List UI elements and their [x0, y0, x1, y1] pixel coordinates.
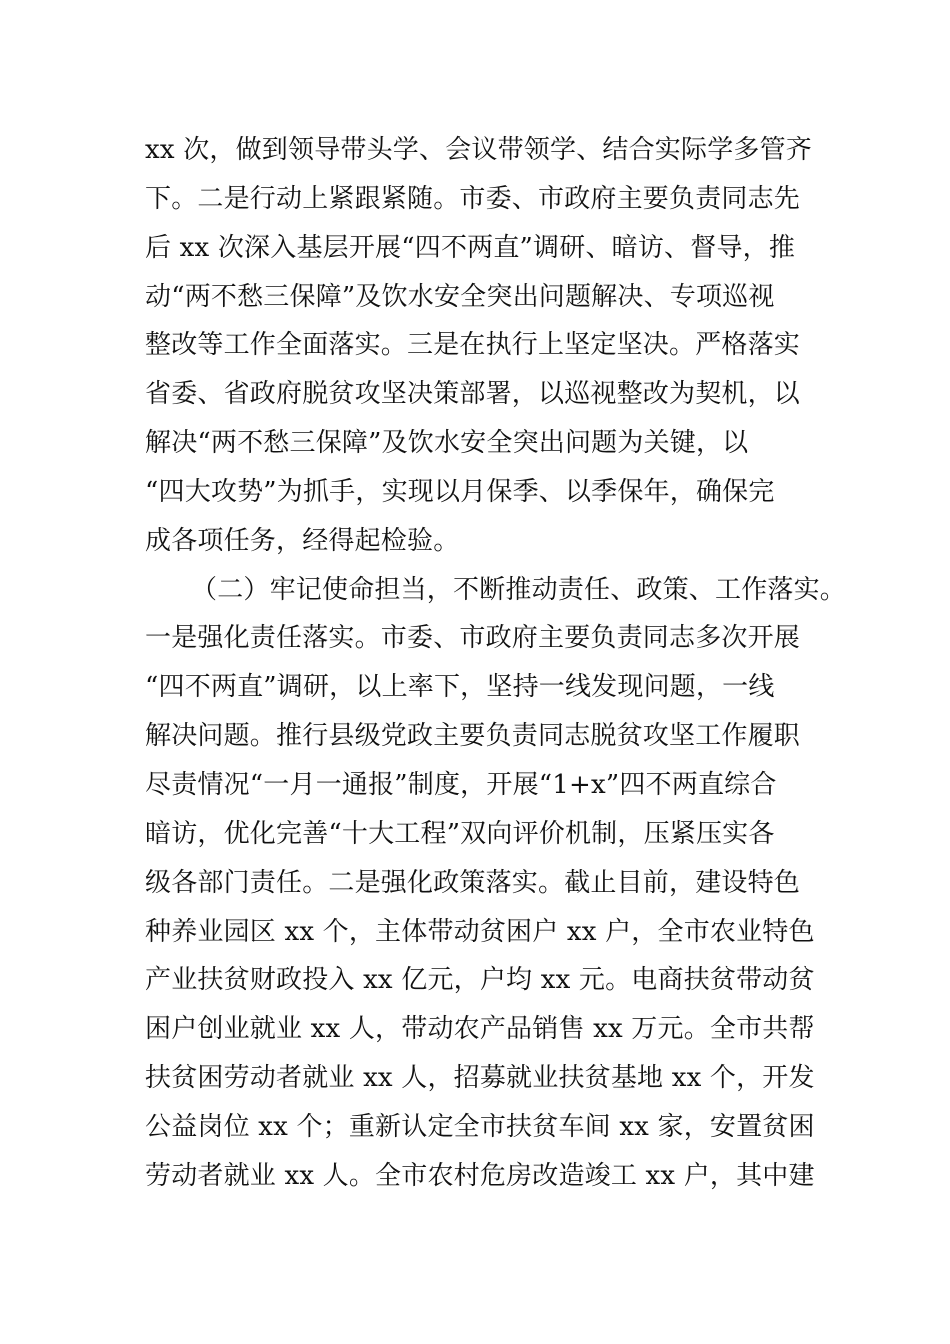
text-line: 动“两不愁三保障”及饮水安全突出问题解决、专项巡视 — [145, 281, 775, 312]
body-text — [145, 126, 847, 1201]
text-line: 级各部门责任。二是强化政策落实。截止目前，建设特色 — [145, 867, 801, 898]
text-line: xx 次，做到领导带头学、会议带领学、结合实际学多管齐 — [145, 135, 812, 165]
text-line: 尽责情况“一月一通报”制度，开展“1+x”四不两直综合 — [145, 769, 777, 800]
text-line: 省委、省政府脱贫攻坚决策部署，以巡视整改为契机，以 — [145, 379, 801, 410]
text-line: 后 xx 次深入基层开展“四不两直”调研、暗访、督导，推 — [145, 232, 796, 263]
text-line: 扶贫困劳动者就业 xx 人，招募就业扶贫基地 xx 个，开发 — [145, 1063, 815, 1094]
text-line: 困户创业就业 xx 人，带动农产品销售 xx 万元。全市共帮 — [145, 1014, 815, 1045]
text-line: 解决“两不愁三保障”及饮水安全突出问题为关键，以 — [145, 428, 749, 459]
text-line: 劳动者就业 xx 人。全市农村危房改造竣工 xx 户，其中建 — [145, 1160, 815, 1191]
text-line: 产业扶贫财政投入 xx 亿元，户均 xx 元。电商扶贫带动贫 — [145, 965, 815, 996]
text-line: 成各项任务，经得起检验。 — [145, 525, 460, 556]
section-heading-line: （二）牢记使命担当，不断推动责任、政策、工作落实。 — [191, 574, 847, 605]
text-line: 整改等工作全面落实。三是在执行上坚定坚决。严格落实 — [145, 330, 801, 361]
text-line: 暗访，优化完善“十大工程”双向评价机制，压紧压实各 — [145, 818, 775, 849]
text-line: “四大攻势”为抓手，实现以月保季、以季保年，确保完 — [145, 476, 775, 507]
text-line: 一是强化责任落实。市委、市政府主要负责同志多次开展 — [145, 623, 801, 654]
text-line: 下。二是行动上紧跟紧随。市委、市政府主要负责同志先 — [145, 183, 801, 214]
text-line: 公益岗位 xx 个；重新认定全市扶贫车间 xx 家，安置贫困 — [145, 1111, 815, 1142]
text-line: 种养业园区 xx 个，主体带动贫困户 xx 户，全市农业特色 — [145, 916, 815, 947]
text-line: 解决问题。推行县级党政主要负责同志脱贫攻坚工作履职 — [145, 721, 801, 752]
text-line: “四不两直”调研，以上率下，坚持一线发现问题，一线 — [145, 672, 775, 703]
